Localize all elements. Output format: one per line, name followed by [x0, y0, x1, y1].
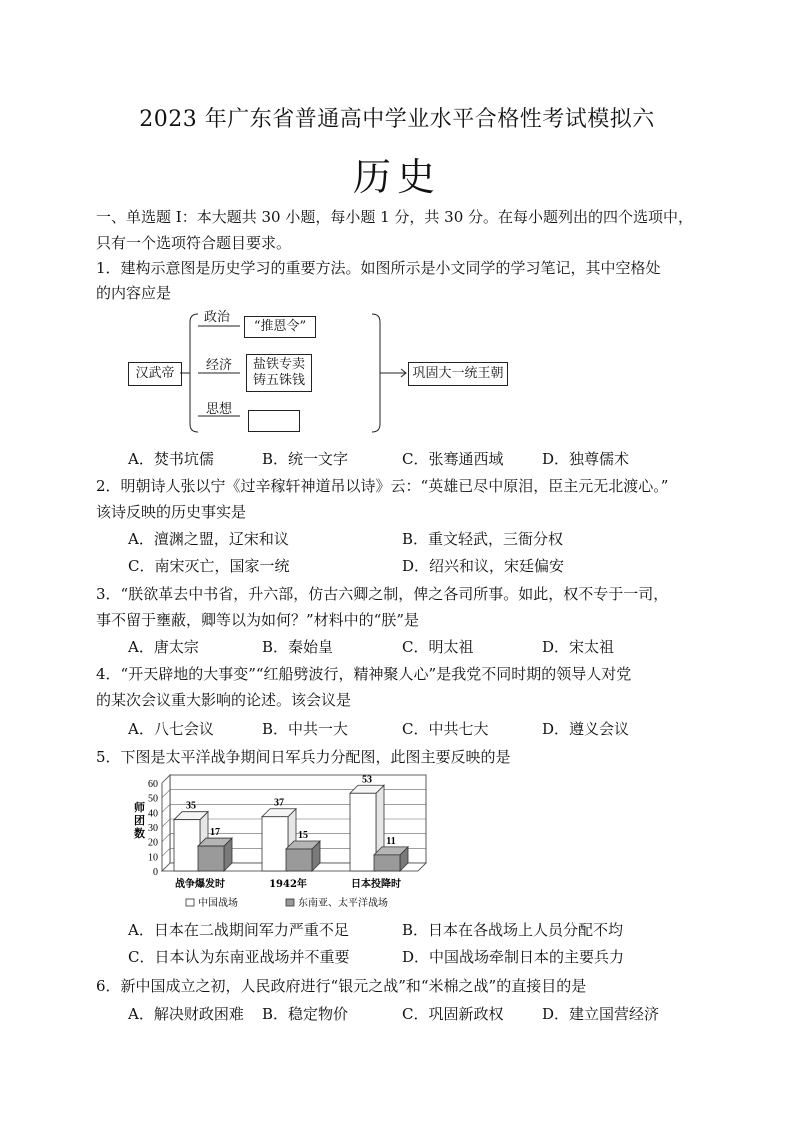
chart-bar	[262, 817, 288, 871]
q5-stem-1: 5．下图是太平洋战争期间日军兵力分配图，此图主要反映的是	[96, 748, 511, 766]
chart-bar	[174, 820, 200, 871]
diagram-box-economy	[246, 354, 312, 392]
q2-stem-1: 2．明朝诗人张以宁《过辛稼轩神道吊以诗》云：“英雄已尽中原泪，臣主元无北渡心。”	[96, 477, 669, 495]
q1-diagram	[128, 306, 504, 438]
q4-stem-1: 4．“开天辟地的大事变”“红船劈波行，精神聚人心”是我党不同时期的领导人对党	[96, 665, 632, 683]
chart-y-tick-label: 60	[148, 779, 158, 790]
q2-option-d[interactable]: D．绍兴和议，宋廷偏安	[402, 557, 565, 575]
chart-x-tick-label: 战争爆发时	[175, 879, 225, 890]
q3-stem-2: 事不留于壅蔽，卿等以为如何？”材料中的“朕”是	[96, 611, 420, 629]
q1-option-a[interactable]: A．焚书坑儒	[128, 450, 214, 468]
q1-option-d[interactable]: D．独尊儒术	[542, 450, 630, 468]
chart-y-axis-label: 团	[134, 814, 145, 827]
diagram-box-politics: “推恩令”	[244, 316, 316, 338]
chart-legend-label: 中国战场	[198, 898, 238, 909]
q3-option-c[interactable]: C．明太祖	[402, 638, 474, 656]
q5-option-c[interactable]: C．日本认为东南亚战场并不重要	[128, 948, 350, 966]
section-instruction-1: 一、单选题 I：本大题共 30 小题，每小题 1 分，共 30 分。在每小题列出的四个选项中，	[96, 208, 694, 226]
chart-y-tick-label: 0	[153, 867, 158, 878]
diagram-branch-economy: 经济	[206, 358, 233, 373]
chart-x-tick-label: 1942年	[269, 879, 307, 890]
chart-bar	[350, 793, 376, 871]
chart-legend-swatch	[286, 899, 294, 906]
q1-stem-2: 的内容应是	[96, 284, 172, 302]
q1-option-b[interactable]: B．统一文字	[262, 450, 349, 468]
diagram-branch-politics: 政治	[204, 310, 231, 325]
diagram-economy-item-1: 盐铁专卖	[252, 357, 305, 372]
q2-stem-2: 该诗反映的历史事实是	[96, 503, 247, 521]
chart-data-label: 15	[298, 830, 308, 841]
q2-option-c[interactable]: C．南宋灭亡，国家一统	[128, 557, 290, 575]
chart-y-tick-label: 40	[148, 808, 158, 820]
q4-stem-2: 的某次会议重大影响的论述。该会议是	[96, 691, 352, 709]
subject-title: 历史	[352, 155, 441, 199]
chart-data-label: 11	[386, 835, 396, 847]
chart-bar	[198, 846, 224, 871]
chart-y-axis-label: 数	[134, 827, 145, 840]
q4-option-a[interactable]: A．八七会议	[128, 720, 214, 738]
q6-option-a[interactable]: A．解决财政困难	[128, 1005, 244, 1023]
q3-option-d[interactable]: D．宋太祖	[542, 638, 615, 656]
q4-option-b[interactable]: B．中共一大	[262, 720, 349, 738]
chart-bar	[374, 855, 400, 871]
q3-stem-1: 3．“朕欲革去中书省，升六部，仿古六卿之制，俾之各司所事。如此，权不专于一司，	[96, 585, 669, 603]
chart-data-label: 35	[186, 800, 196, 812]
q4-option-c[interactable]: C．中共七大	[402, 720, 489, 738]
q1-stem-1: 1．建构示意图是历史学习的重要方法。如图所示是小文同学的学习笔记，其中空格处	[96, 259, 661, 277]
diagram-root-box: 汉武帝	[128, 362, 182, 386]
q6-option-d[interactable]: D．建立国营经济	[542, 1005, 660, 1023]
chart-legend-label: 东南亚、太平洋战场	[298, 898, 388, 909]
diagram-arrow-icon	[392, 367, 408, 379]
chart-y-axis-label: 师	[134, 801, 145, 814]
chart-data-label: 17	[210, 827, 220, 839]
diagram-result-box: 巩固大一统王朝	[408, 362, 508, 386]
chart-data-label: 53	[362, 774, 372, 786]
chart-bar	[286, 849, 312, 871]
diagram-branch-thought: 思想	[206, 402, 233, 417]
q2-option-a[interactable]: A．澶渊之盟，辽宋和议	[128, 530, 289, 548]
q6-option-b[interactable]: B．稳定物价	[262, 1005, 349, 1023]
diagram-blank-box	[248, 410, 300, 432]
chart-data-label: 37	[274, 797, 284, 809]
chart-y-tick-label: 10	[148, 852, 158, 864]
q6-option-c[interactable]: C．巩固新政权	[402, 1005, 504, 1023]
q3-option-a[interactable]: A．唐太宗	[128, 638, 199, 656]
q4-option-d[interactable]: D．遵义会议	[542, 720, 630, 738]
diagram-economy-item-2: 铸五铢钱	[252, 373, 305, 388]
chart-legend-swatch	[186, 899, 194, 906]
chart-y-tick-label: 50	[148, 793, 158, 805]
q5-option-b[interactable]: B．日本在各战场上人员分配不均	[402, 921, 624, 939]
exam-title: 2023 年广东省普通高中学业水平合格性考试模拟六	[139, 107, 655, 132]
chart-y-tick-label: 30	[148, 823, 158, 834]
q2-option-b[interactable]: B．重文轻武，三衙分权	[402, 530, 564, 548]
section-instruction-2: 只有一个选项符合题目要求。	[96, 234, 292, 252]
q3-option-b[interactable]: B．秦始皇	[262, 638, 334, 656]
q5-option-d[interactable]: D．中国战场牵制日本的主要兵力	[402, 948, 625, 966]
chart-x-tick-label: 日本投降时	[351, 879, 401, 890]
q6-stem-1: 6．新中国成立之初，人民政府进行“银元之战”和“米棉之战”的直接目的是	[96, 977, 587, 995]
q1-option-c[interactable]: C．张骞通西域	[402, 450, 504, 468]
chart-y-tick-label: 20	[148, 837, 158, 849]
q5-bar-chart	[128, 773, 448, 913]
q5-option-a[interactable]: A．日本在二战期间军力严重不足	[128, 921, 349, 939]
